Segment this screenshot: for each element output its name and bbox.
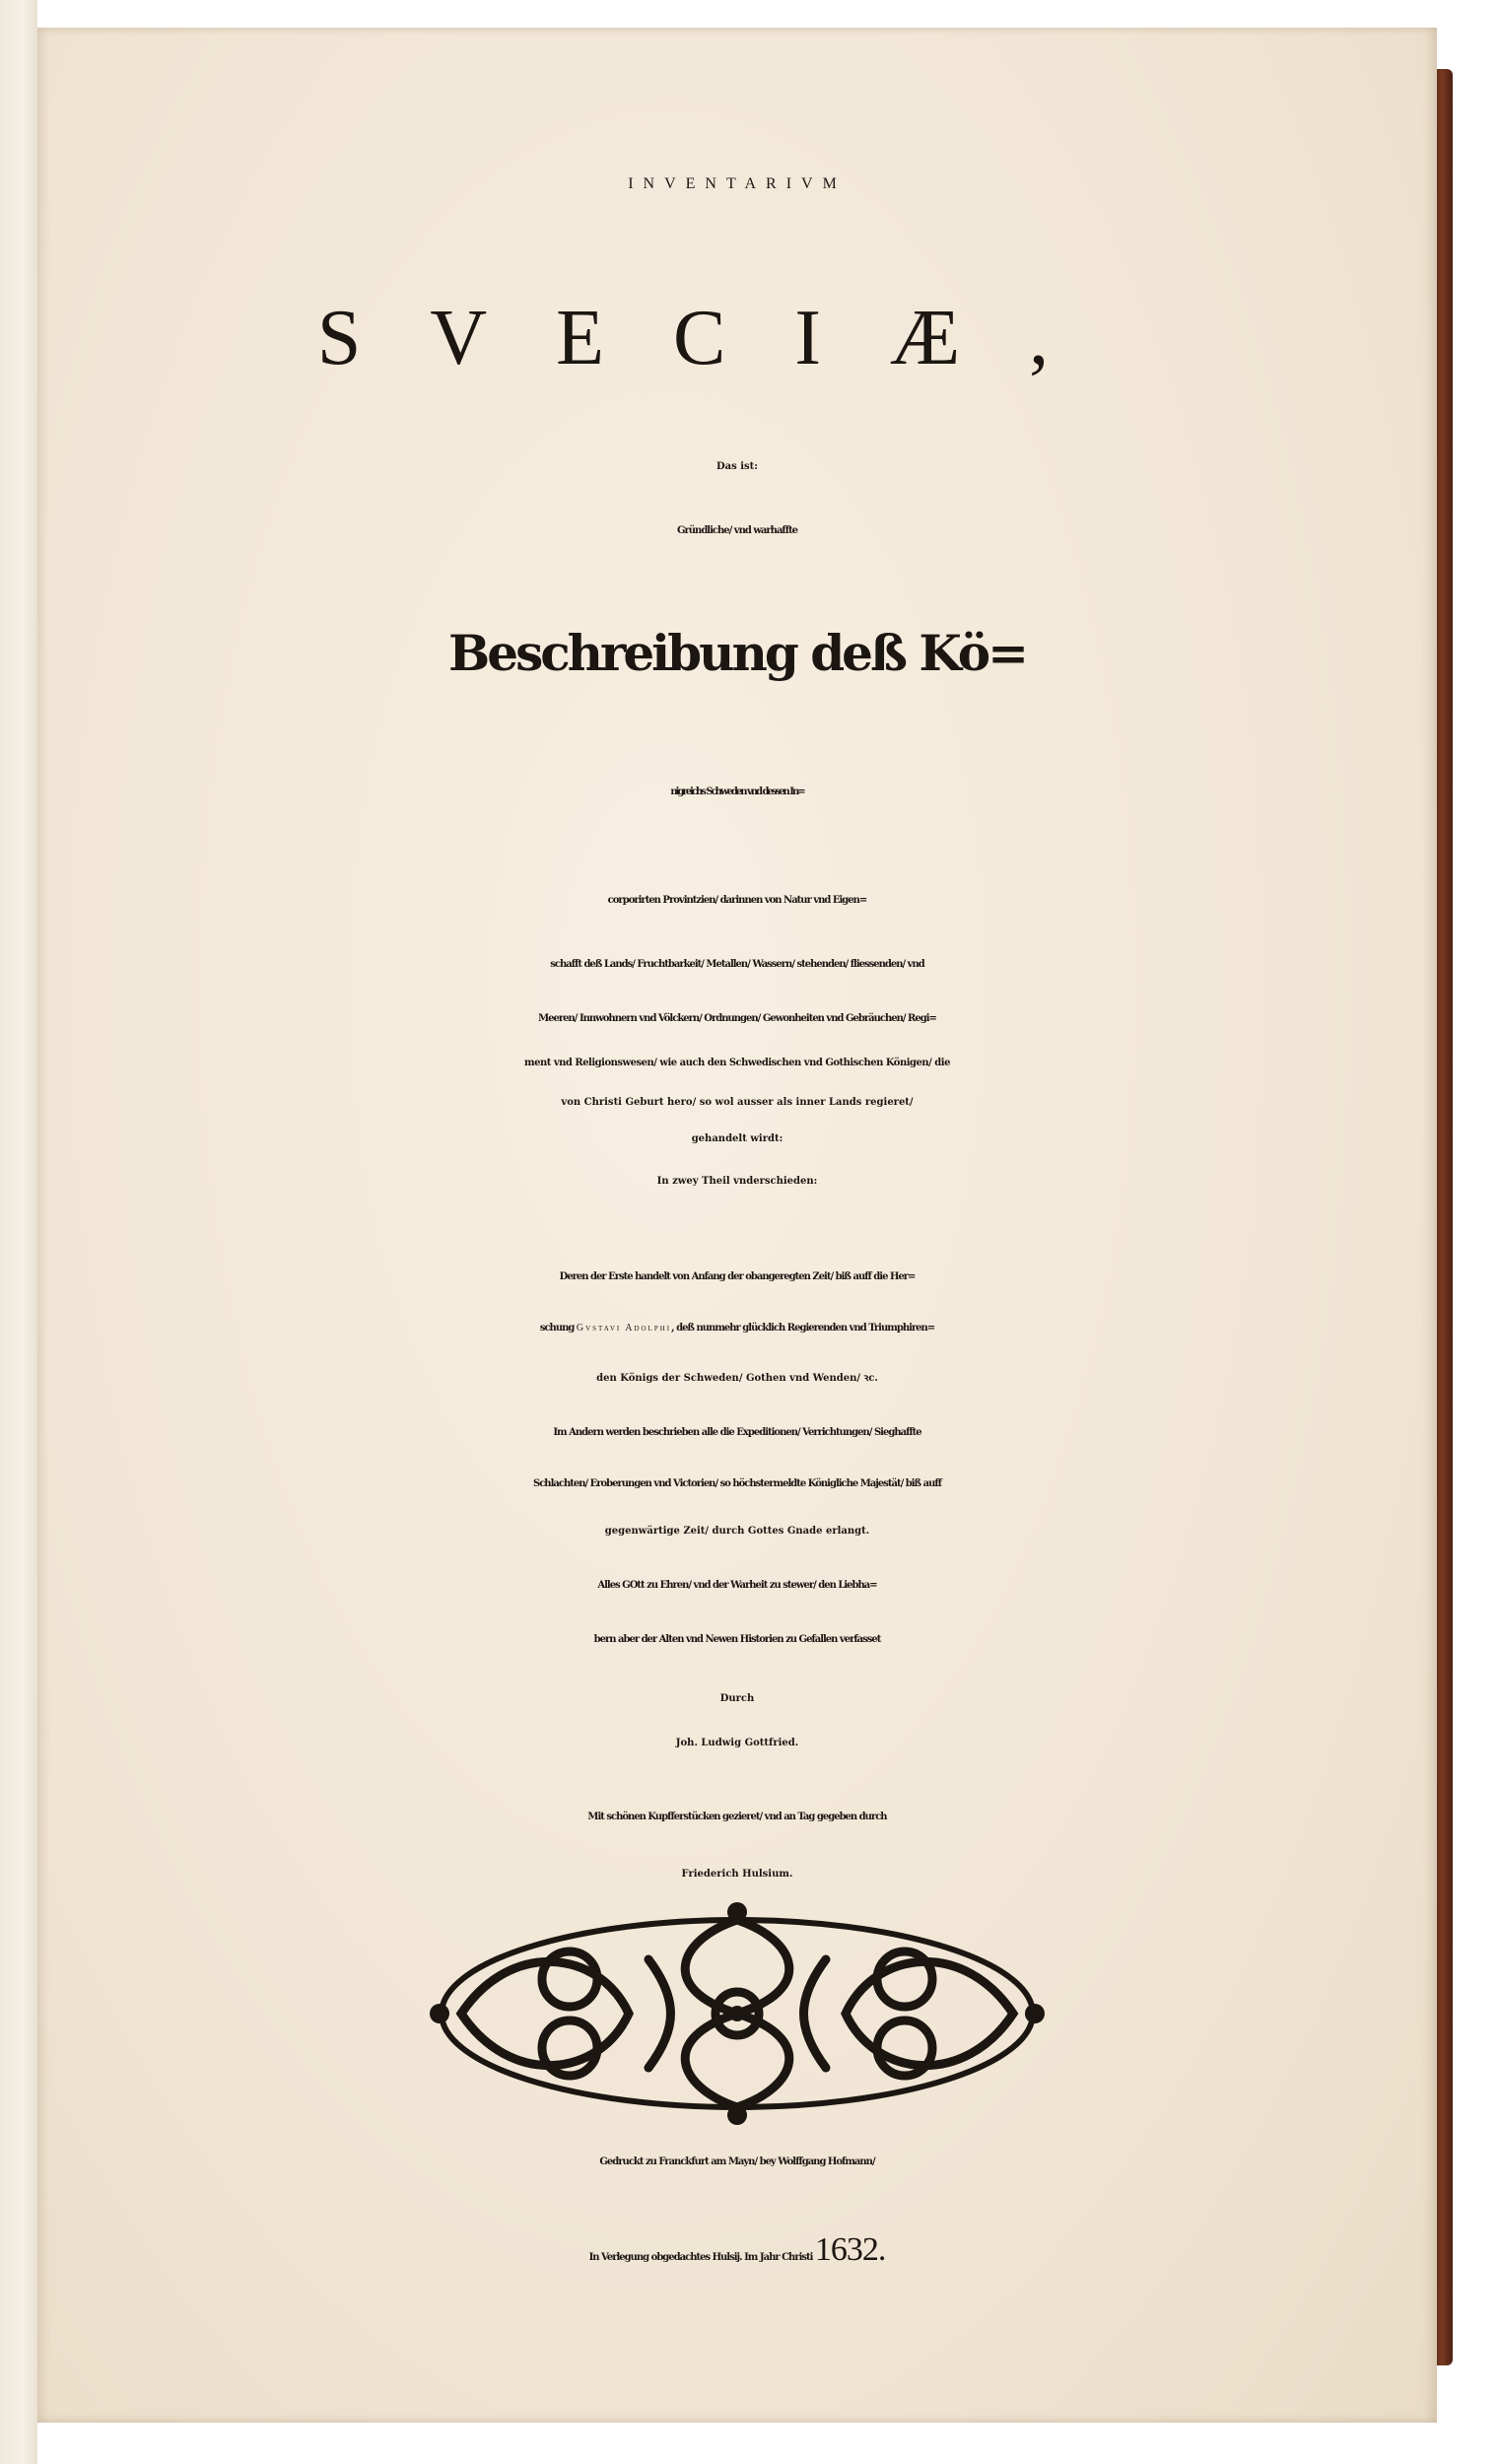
line-grundliche: Gründliche/ vnd warhaffte <box>676 525 798 536</box>
deren-line-2 <box>37 1323 1437 1334</box>
author-name: Joh. Ludwig Gottfried. <box>675 1738 799 1748</box>
line-durch: Durch <box>719 1693 755 1704</box>
deren-2-suffix: , deß nunmehr glücklich Regierenden vnd Triumphiren= <box>671 1323 935 1334</box>
deren-line-3: den Königs der Schweden/ Gothen vnd Wenden/ ꝛc. <box>596 1373 878 1384</box>
line-von-christi: von Christi Geburt hero/ so wol ausser als inner Lands regieret/ <box>561 1097 914 1108</box>
imprint-gedruckt: Gedruckt zu Franckfurt am Mayn/ bey Wolffgang Hofmann/ <box>599 2156 875 2167</box>
gustavus-adolphus-name: Gvstavi Adolphi <box>576 1323 672 1334</box>
line-in-zwey-theil: In zwey Theil vnderschieden: <box>656 1176 818 1187</box>
alles-line-1: Alles GOtt zu Ehren/ vnd der Warheit zu stewer/ den Liebha= <box>597 1580 877 1591</box>
title-inventarium: INVENTARIVM <box>628 175 847 192</box>
title-page <box>37 28 1437 2423</box>
publisher-hulsius: Friederich Hulsium. <box>681 1869 793 1880</box>
deren-2-prefix: schung <box>539 1323 577 1334</box>
line-gehandelt: gehandelt wirdt: <box>691 1133 783 1144</box>
line-ment: ment vnd Religionswesen/ wie auch den Schwedischen vnd Gothischen Königen/ die <box>524 1058 950 1068</box>
line-meeren: Meeren/ Innwohnern vnd Völckern/ Ordnungen/ Gewonheiten vnd Gebräuchen/ Regi= <box>538 1013 936 1024</box>
title-sueciae: SVECIÆ, <box>316 295 1119 381</box>
imprint-year: 1632. <box>814 2231 886 2268</box>
andern-line-2: Schlachten/ Eroberungen vnd Victorien/ so höchstermeldte Königliche Majestät/ biß auff <box>533 1478 941 1489</box>
printers-ornament-icon <box>422 1900 1053 2127</box>
line-schafft: schafft deß Lands/ Fruchtbarkeit/ Metallen/ Wassern/ stehenden/ fliessenden/ vnd <box>550 959 924 970</box>
line-das-ist: Das ist: <box>715 461 758 472</box>
line-nigreichs: nigreichs Schweden vnd dessen In= <box>670 787 804 797</box>
alles-line-2: bern aber der Alten vnd Newen Historien zu Gefallen verfasset <box>593 1634 881 1645</box>
leather-binding-edge <box>1435 69 1453 2365</box>
line-beschreibung: Beschreibung deß Kö= <box>448 624 1026 682</box>
deren-line-1: Deren der Erste handelt von Anfang der obangeregten Zeit/ biß auff die Her= <box>559 1271 916 1282</box>
andern-line-1: Im Andern werden beschrieben alle die Expeditionen/ Verrichtungen/ Sieghaffte <box>553 1427 921 1438</box>
andern-line-3: gegenwärtige Zeit/ durch Gottes Gnade erlangt. <box>604 1526 870 1537</box>
imprint-verlegung-text: In Verlegung obgedachtes Hulsij. Im Jahr Christi <box>588 2252 815 2263</box>
imprint-verlegung <box>37 2231 1437 2269</box>
line-mit-kupfferstucken: Mit schönen Kupfferstücken gezieret/ vnd an Tag gegeben durch <box>587 1812 887 1822</box>
line-corporirten: corporirten Provintzien/ darinnen von Natur vnd Eigen= <box>607 895 867 906</box>
